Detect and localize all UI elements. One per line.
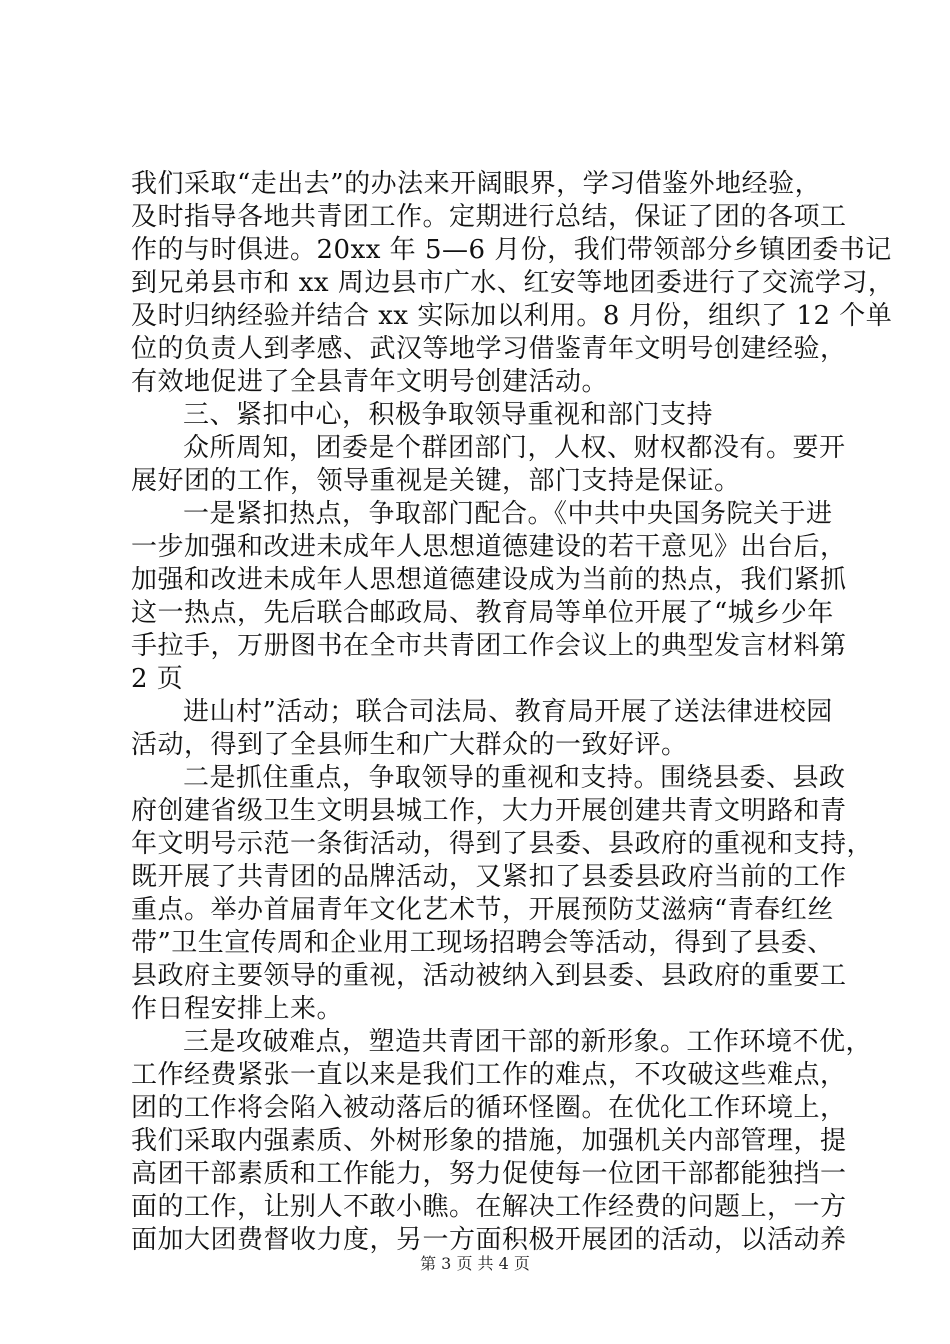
- text-line: 一步加强和改进未成年人思想道德建设的若干意见》出台后，: [131, 532, 847, 562]
- text-line: 三是攻破难点，塑造共青团干部的新形象。工作环境不优，: [183, 1027, 873, 1057]
- text-line: 加强和改进未成年人思想道德建设成为当前的热点，我们紧抓: [131, 565, 847, 595]
- document-body: [131, 168, 895, 1257]
- text-line: 及时指导各地共青团工作。定期进行总结，保证了团的各项工: [131, 202, 847, 232]
- text-line: 展好团的工作，领导重视是关键，部门支持是保证。: [131, 466, 741, 496]
- text-line: 府创建省级卫生文明县城工作，大力开展创建共青文明路和青: [131, 796, 847, 826]
- text-line: 年文明号示范一条街活动，得到了县委、县政府的重视和支持，: [131, 829, 874, 859]
- page-number-label: 第 3 页 共 4 页: [420, 1254, 530, 1273]
- text-line: 面的工作，让别人不敢小瞧。在解决工作经费的问题上，一方: [131, 1192, 847, 1222]
- text-line: 既开展了共青团的品牌活动，又紧扣了县委县政府当前的工作: [131, 862, 847, 892]
- text-line: 进山村”活动；联合司法局、教育局开展了送法律进校园: [183, 697, 833, 727]
- text-line: 二是抓住重点，争取领导的重视和支持。围绕县委、县政: [183, 763, 846, 793]
- text-line: 我们采取“走出去”的办法来开阔眼界，学习借鉴外地经验，: [131, 169, 822, 199]
- text-line: 作日程安排上来。: [131, 994, 344, 1024]
- text-line: 手拉手，万册图书在全市共青团工作会议上的典型发言材料第: [131, 631, 847, 661]
- text-line: 众所周知，团委是个群团部门，人权、财权都没有。要开: [183, 433, 846, 463]
- text-line: 县政府主要领导的重视，活动被纳入到县委、县政府的重要工: [131, 961, 847, 991]
- text-line: 活动，得到了全县师生和广大群众的一致好评。: [131, 730, 688, 760]
- text-line: 作的与时俱进。20xx 年 5—6 月份，我们带领部分乡镇团委书记: [131, 235, 892, 265]
- text-line: 工作经费紧张一直以来是我们工作的难点，不攻破这些难点，: [131, 1060, 847, 1090]
- text-line: 到兄弟县市和 xx 周边县市广水、红安等地团委进行了交流学习，: [131, 268, 895, 298]
- section-heading: 三、紧扣中心，积极争取领导重视和部门支持: [183, 400, 714, 430]
- text-line: 有效地促进了全县青年文明号创建活动。: [131, 367, 609, 397]
- text-line: 重点。举办首届青年文化艺术节，开展预防艾滋病“青春红丝: [131, 895, 834, 925]
- text-line: 这一热点，先后联合邮政局、教育局等单位开展了“城乡少年: [131, 598, 834, 628]
- text-line: 及时归纳经验并结合 xx 实际加以利用。8 月份，组织了 12 个单: [131, 301, 893, 331]
- text-line: 高团干部素质和工作能力，努力促使每一位团干部都能独挡一: [131, 1159, 847, 1189]
- text-line: 位的负责人到孝感、武汉等地学习借鉴青年文明号创建经验，: [131, 334, 847, 364]
- text-line: 团的工作将会陷入被动落后的循环怪圈。在优化工作环境上，: [131, 1093, 847, 1123]
- text-line: 带”卫生宣传周和企业用工现场招聘会等活动，得到了县委、: [131, 928, 834, 958]
- page-footer: [0, 1254, 950, 1274]
- text-line: 我们采取内强素质、外树形象的措施，加强机关内部管理，提: [131, 1126, 847, 1156]
- text-line: 面加大团费督收力度，另一方面积极开展团的活动，以活动养: [131, 1225, 847, 1255]
- text-line: 一是紧扣热点，争取部门配合。《中共中央国务院关于进: [183, 499, 833, 529]
- text-line: 2 页: [131, 664, 184, 694]
